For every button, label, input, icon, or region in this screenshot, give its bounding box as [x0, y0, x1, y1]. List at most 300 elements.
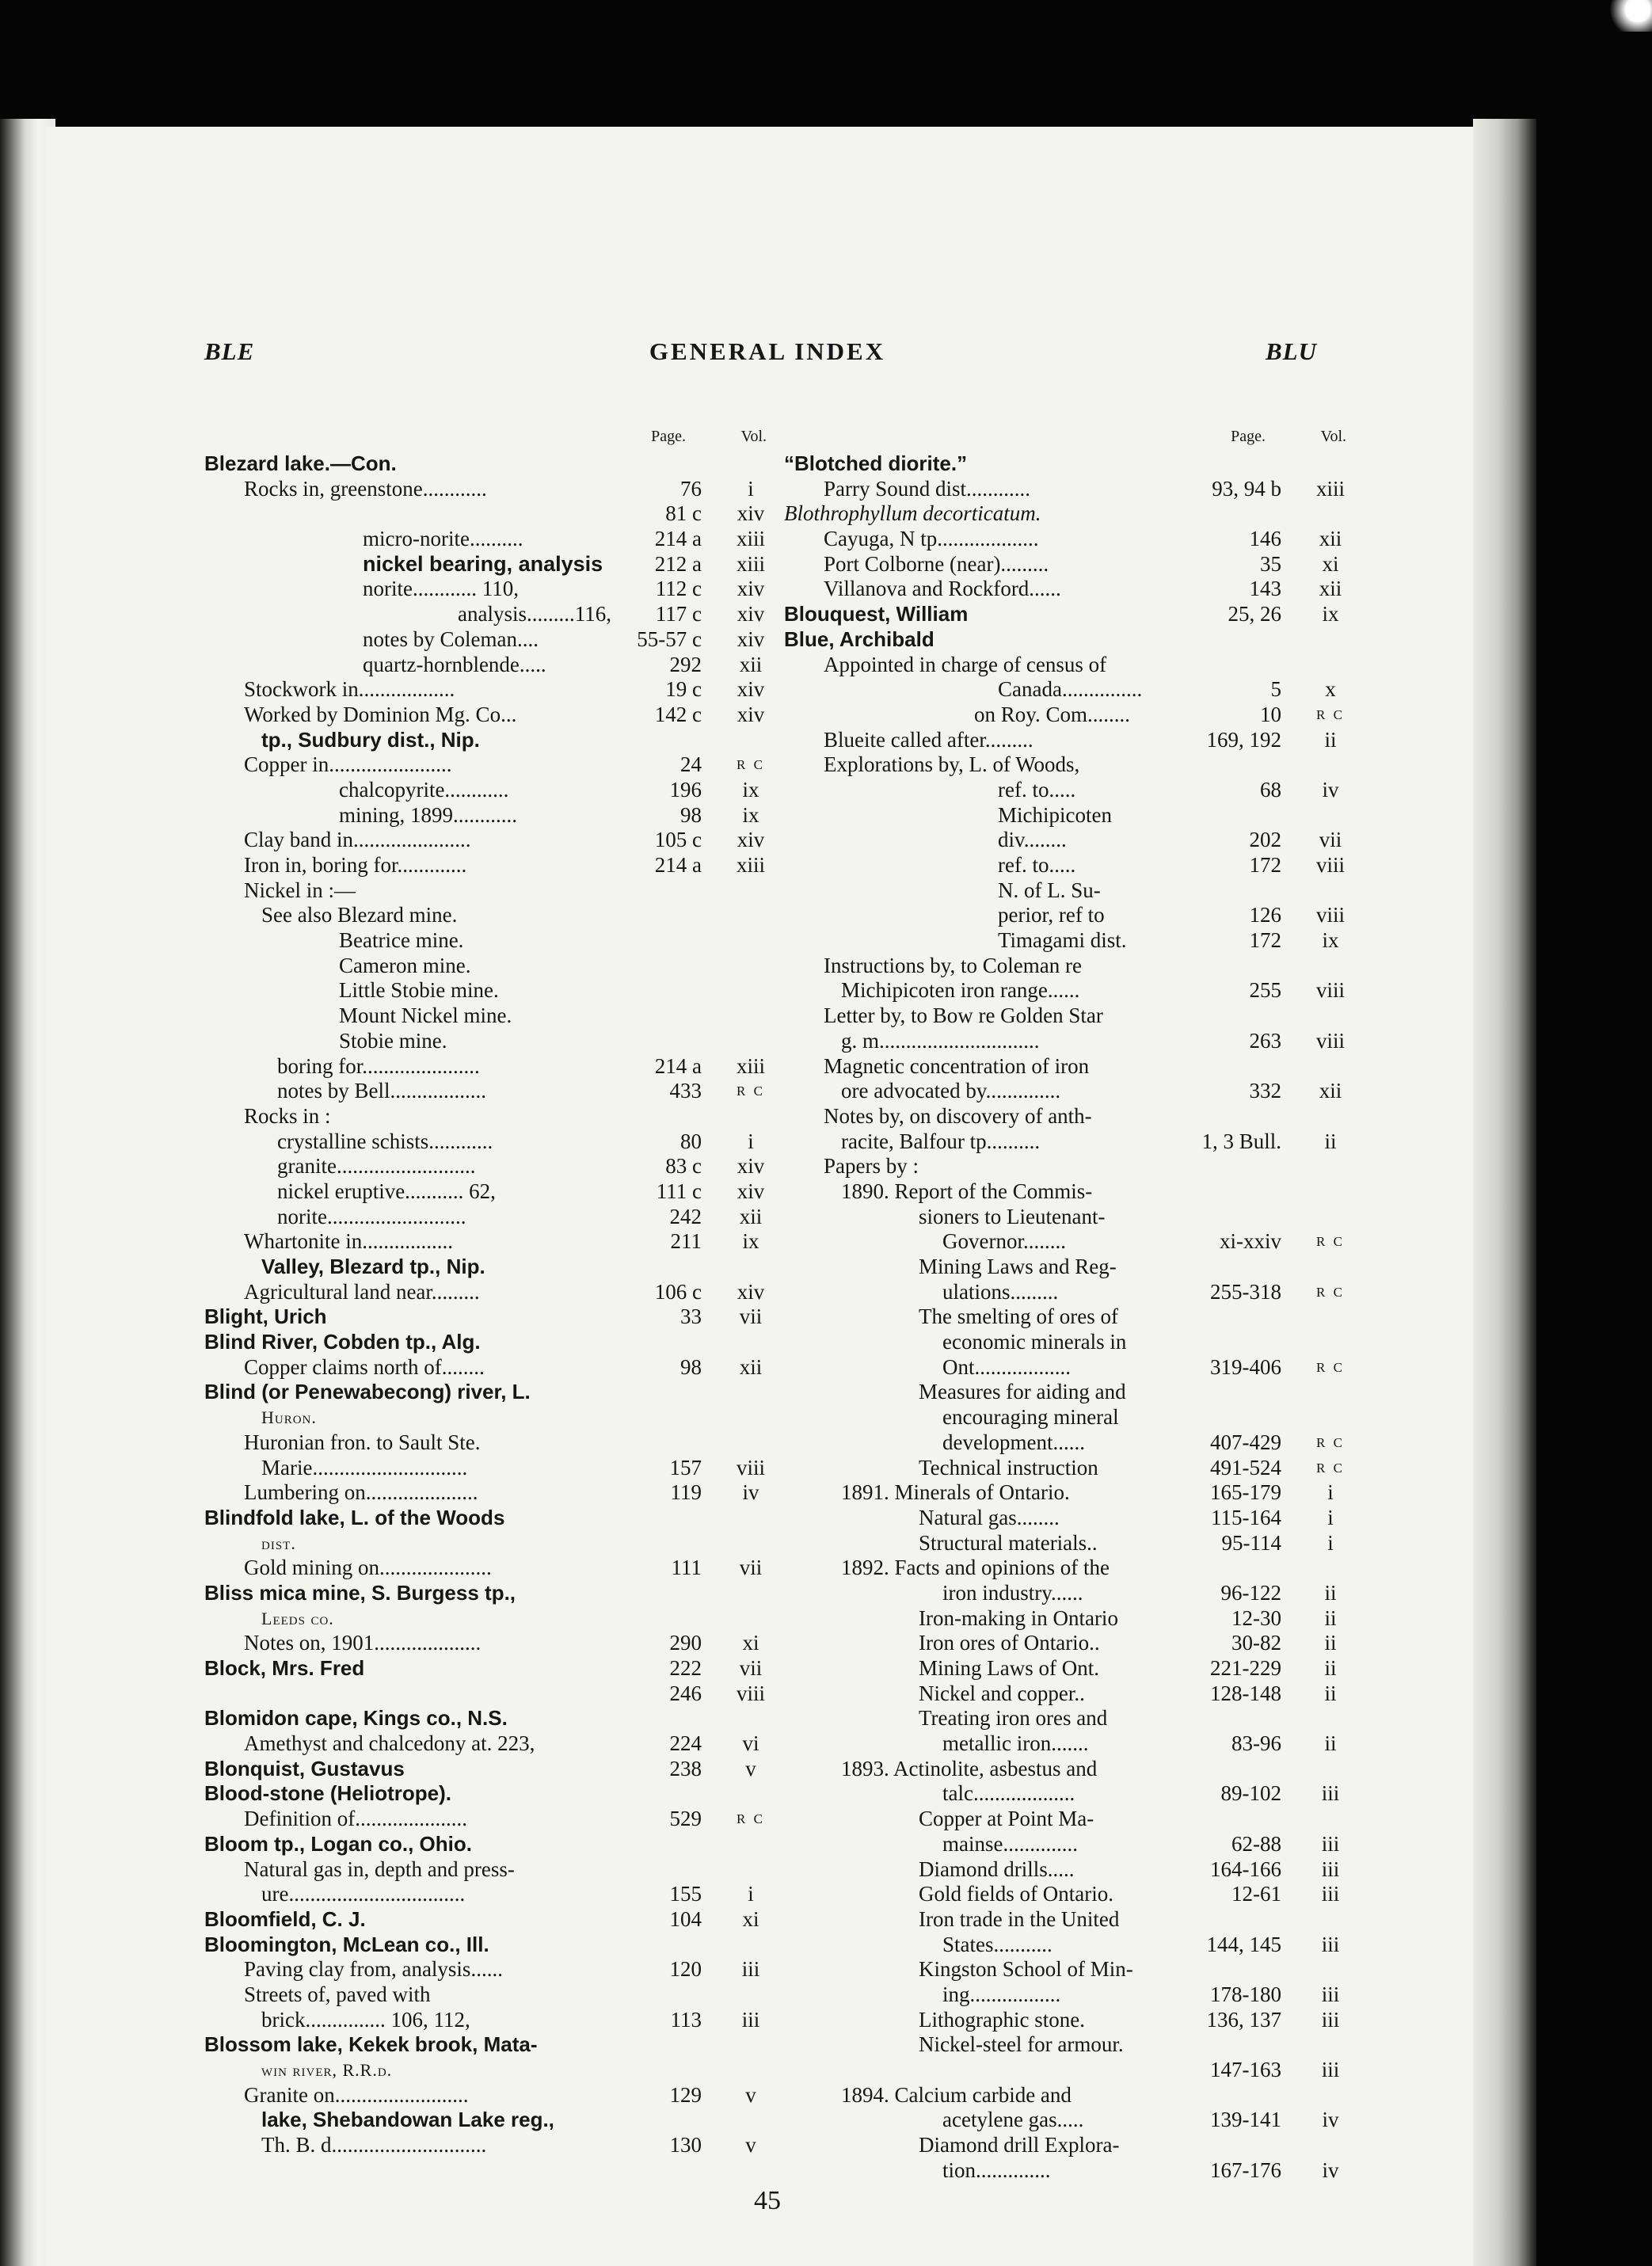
index-entry-row [204, 677, 775, 703]
entry-text: Port Colborne (near)......... [824, 551, 1049, 576]
entry-page-ref: 30-82 [1231, 1631, 1281, 1655]
index-entry-row [784, 928, 1354, 954]
index-entry-row [204, 878, 775, 904]
index-entry-row [784, 703, 1354, 728]
entry-text: div........ [998, 828, 1067, 852]
index-entry-row [204, 1731, 775, 1757]
index-entry-row [204, 1957, 775, 1982]
entry-text: Letter by, to Bow re Golden Star [824, 1004, 1103, 1028]
index-entry-row [204, 1355, 775, 1381]
entry-text: Blind River, Cobden tp., Alg. [204, 1330, 481, 1354]
entry-text: metallic iron....... [942, 1731, 1089, 1756]
index-entry-row [204, 1832, 775, 1857]
index-entry-row [784, 2008, 1354, 2033]
entry-volume: i [748, 1882, 754, 1906]
entry-volume: xii [1319, 1079, 1342, 1103]
index-entry-row [204, 1054, 775, 1080]
entry-text: Paving clay from, analysis...... [244, 1957, 503, 1982]
entry-text: notes by Coleman.... [363, 626, 539, 651]
entry-text: Nickel in :— [244, 878, 356, 902]
index-entry-row [204, 1907, 775, 1933]
entry-volume: iii [1321, 1932, 1340, 1956]
index-entry-row [784, 1154, 1354, 1179]
entry-page-ref: 242 [669, 1204, 702, 1228]
page-number: 45 [754, 2186, 781, 2215]
entry-text: Canada............... [998, 677, 1143, 702]
book-edge-right [1473, 119, 1536, 2266]
index-entry-row [784, 1205, 1354, 1230]
index-entry-row [204, 477, 775, 502]
entry-text: mainse.............. [942, 1831, 1078, 1856]
entry-volume: iii [1321, 1882, 1340, 1906]
entry-text: Stockwork in.................. [244, 677, 455, 702]
entry-text: norite.......................... [277, 1204, 466, 1228]
entry-text: Beatrice mine. [339, 928, 464, 953]
entry-volume: R C [1316, 706, 1345, 722]
entry-text: Amethyst and chalcedony at. 223, [244, 1731, 535, 1756]
entry-page-ref: 143 [1249, 577, 1281, 601]
entry-text: Michipicoten [998, 802, 1112, 827]
index-entry-row [784, 501, 1354, 527]
entry-volume: xiv [737, 1279, 765, 1304]
entry-page-ref: 196 [669, 777, 702, 802]
index-entry-row [204, 2058, 775, 2083]
running-head-left: BLE [204, 337, 255, 365]
entry-page-ref: 147-163 [1210, 2058, 1281, 2081]
entry-page-ref: 246 [669, 1681, 702, 1705]
entry-text: 1890. Report of the Commis- [841, 1179, 1093, 1203]
entry-page-ref: 96-122 [1220, 1580, 1281, 1605]
entry-page-ref: 214 a [654, 853, 702, 877]
entry-volume: R C [737, 1811, 765, 1827]
index-entry-row [204, 1857, 775, 1883]
entry-volume: iii [1321, 2007, 1340, 2032]
index-entry-row [204, 2008, 775, 2033]
entry-volume: viii [736, 1455, 765, 1480]
entry-text: Th. B. d............................. [261, 2133, 487, 2157]
index-entry-row [784, 1581, 1354, 1606]
entry-volume: xii [1319, 527, 1342, 551]
index-entry-row [784, 1229, 1354, 1255]
index-entry-row [204, 1681, 775, 1707]
entry-text: Definition of..................... [244, 1807, 467, 1831]
entry-text: 1894. Calcium carbide and [841, 2082, 1072, 2107]
index-entry-row [784, 1731, 1354, 1757]
entry-text: on Roy. Com........ [974, 702, 1131, 726]
entry-page-ref: 1, 3 Bull. [1201, 1129, 1281, 1153]
entry-text: Bloomfield, C. J. [204, 1906, 366, 1931]
entry-volume: iii [1321, 1831, 1340, 1856]
entry-page-ref: 111 [671, 1556, 702, 1580]
entry-volume: xiv [737, 1179, 765, 1203]
index-entry-row [784, 1982, 1354, 2008]
entry-text: dist. [261, 1533, 296, 1553]
index-entry-row [204, 1380, 775, 1405]
entry-text: tp., Sudbury dist., Nip. [261, 727, 480, 752]
entry-text: Huron. [261, 1407, 317, 1428]
entry-text: States........... [942, 1932, 1052, 1956]
index-entry-row [204, 627, 775, 653]
entry-text: Bloomington, McLean co., Ill. [204, 1932, 489, 1956]
entry-volume: xiv [737, 828, 765, 852]
index-entry-row [784, 1104, 1354, 1129]
index-entry-row [784, 2083, 1354, 2108]
index-entry-row [204, 1781, 775, 1807]
entry-page-ref: 112 c [655, 577, 702, 601]
entry-volume: iii [741, 1957, 760, 1982]
entry-text: 1892. Facts and opinions of the [841, 1556, 1110, 1580]
entry-text: Lithographic stone. [919, 2007, 1085, 2032]
entry-page-ref: 255-318 [1210, 1279, 1281, 1304]
entry-page-ref: 221-229 [1210, 1656, 1281, 1680]
index-entry-row [784, 1405, 1354, 1430]
entry-text: Rocks in : [244, 1103, 331, 1128]
index-entry-row [784, 1054, 1354, 1080]
index-entry-row [784, 1882, 1354, 1907]
entry-page-ref: 129 [669, 2082, 702, 2107]
entry-text: Rocks in, greenstone............ [244, 476, 487, 501]
entry-volume: i [1327, 1480, 1334, 1505]
index-entry-row [204, 1255, 775, 1280]
entry-volume: x [1325, 677, 1336, 702]
entry-page-ref: 214 a [654, 527, 702, 551]
entry-volume: vii [739, 1556, 763, 1580]
entry-page-ref: 106 c [654, 1279, 702, 1304]
entry-page-ref: 76 [680, 476, 702, 501]
entry-page-ref: 119 [670, 1480, 702, 1505]
entry-text: Granite on......................... [244, 2082, 469, 2107]
index-entry-row [204, 1229, 775, 1255]
entry-text: lake, Shebandowan Lake reg., [261, 2108, 554, 2132]
entry-page-ref: 98 [680, 802, 702, 827]
entry-text: g. m.............................. [841, 1028, 1040, 1053]
entry-page-ref: xi-xxiv [1220, 1229, 1281, 1254]
index-entry-row [204, 2108, 775, 2133]
entry-volume: xiii [736, 527, 765, 551]
entry-text: acetylene gas..... [942, 2108, 1084, 2132]
entry-text: tion.............. [942, 2157, 1051, 2182]
index-entry-row [204, 1706, 775, 1731]
entry-volume: ii [1324, 1605, 1337, 1630]
index-entry-row [784, 1706, 1354, 1731]
index-entry-row [784, 1029, 1354, 1054]
index-entry-row [204, 2032, 775, 2058]
entry-text: Structural materials.. [919, 1530, 1098, 1555]
entry-text: Blossom lake, Kekek brook, Mata- [204, 2032, 538, 2057]
index-entry-row [784, 477, 1354, 502]
index-entry-row [204, 577, 775, 602]
entry-volume: xiv [737, 702, 765, 726]
index-entry-row [784, 1781, 1354, 1807]
entry-text: racite, Balfour tp.......... [841, 1129, 1041, 1153]
index-entry-row [784, 1531, 1354, 1556]
entry-text: Nickel and copper.. [919, 1681, 1085, 1705]
entry-text: Iron ores of Ontario.. [919, 1631, 1100, 1655]
entry-page-ref: 155 [669, 1882, 702, 1906]
index-entry-row [204, 1531, 775, 1556]
index-entry-row [204, 828, 775, 853]
entry-page-ref: 263 [1249, 1028, 1281, 1053]
index-entry-row [204, 978, 775, 1004]
entry-page-ref: 35 [1260, 551, 1281, 576]
entry-page-ref: 142 c [654, 702, 702, 726]
index-entry-row [784, 653, 1354, 678]
entry-page-ref: 24 [680, 752, 702, 777]
entry-text: Notes on, 1901.................... [244, 1631, 482, 1655]
entry-volume: xiv [737, 677, 765, 702]
index-entry-row [204, 1456, 775, 1481]
entry-page-ref: 80 [680, 1129, 702, 1153]
entry-volume: iii [1321, 1857, 1340, 1881]
entry-volume: iv [1322, 777, 1339, 802]
entry-text: nickel bearing, analysis [363, 551, 603, 576]
index-entry-row [204, 527, 775, 552]
index-entries-left [204, 451, 775, 2158]
entry-page-ref: 332 [1249, 1079, 1281, 1103]
entry-text: win river, R.R.d. [261, 2060, 393, 2080]
entry-text: Iron-making in Ontario [919, 1605, 1118, 1630]
entry-text: Worked by Dominion Mg. Co... [244, 702, 517, 726]
entry-volume: ii [1324, 1656, 1337, 1680]
entry-text: Notes by, on discovery of anth- [824, 1103, 1092, 1128]
entry-text: Magnetic concentration of iron [824, 1053, 1090, 1078]
index-entry-row [784, 1807, 1354, 1832]
entry-text: Instructions by, to Coleman re [824, 953, 1082, 977]
index-entry-row [204, 1807, 775, 1832]
entry-text: Valley, Blezard tp., Nip. [261, 1255, 485, 1278]
index-entry-row [204, 803, 775, 828]
index-entry-row [784, 2108, 1354, 2133]
entry-page-ref: 55-57 c [637, 626, 702, 651]
index-entry-row [784, 1681, 1354, 1707]
entry-text: development...... [942, 1430, 1085, 1454]
entry-volume: ii [1324, 1129, 1337, 1153]
entry-volume: v [745, 1756, 756, 1780]
entry-text: Nickel-steel for armour. [919, 2032, 1124, 2057]
index-entry-row [204, 1154, 775, 1179]
entry-page-ref: 255 [1249, 978, 1281, 1003]
entry-volume: xiv [737, 577, 765, 601]
entry-page-ref: 222 [669, 1656, 702, 1680]
entry-page-ref: 10 [1260, 702, 1281, 726]
entry-text: Diamond drill Explora- [919, 2133, 1120, 2157]
entry-volume: xiv [737, 602, 765, 626]
index-entry-row [784, 2032, 1354, 2058]
entry-text: Cayuga, N tp................... [824, 527, 1039, 551]
entry-volume: i [748, 476, 754, 501]
entry-volume: vi [742, 1731, 759, 1756]
entry-text: Block, Mrs. Fred [204, 1656, 365, 1680]
index-entry-row [784, 903, 1354, 928]
entry-text: Mining Laws of Ont. [919, 1656, 1099, 1680]
index-entry-row [784, 602, 1354, 627]
index-entry-row [784, 1832, 1354, 1857]
index-entry-row [204, 1933, 775, 1958]
entry-text: Marie............................. [261, 1455, 468, 1480]
entry-text: Treating iron ores and [919, 1706, 1108, 1731]
index-entry-row [784, 752, 1354, 778]
entry-text: Stobie mine. [339, 1028, 447, 1053]
entry-volume: vii [1319, 828, 1342, 852]
scan-artifact [1604, 0, 1652, 32]
entry-text: Copper claims north of........ [244, 1354, 485, 1379]
index-entry-row [204, 1982, 775, 2008]
entry-volume: R C [1316, 1284, 1345, 1300]
index-entry-row [784, 1280, 1354, 1305]
index-entry-row [204, 1304, 775, 1330]
index-entry-row [784, 1079, 1354, 1104]
entry-volume: iii [1321, 1982, 1340, 2006]
index-entry-row [204, 1004, 775, 1029]
entry-text: See also Blezard mine. [261, 903, 458, 927]
index-entry-row [204, 1205, 775, 1230]
entry-page-ref: 136, 137 [1206, 2007, 1281, 2032]
index-page [46, 127, 1489, 2266]
entry-volume: R C [1316, 1460, 1345, 1476]
entry-volume: xiv [737, 626, 765, 651]
index-entry-row [204, 728, 775, 753]
entry-text: Blezard lake.—Con. [204, 451, 397, 475]
index-entry-row [204, 1757, 775, 1782]
entry-volume: xiii [736, 551, 765, 576]
index-entry-row [784, 1004, 1354, 1029]
index-entry-row [204, 1179, 775, 1205]
index-entry-row [784, 1857, 1354, 1883]
entry-page-ref: 491-524 [1210, 1455, 1281, 1480]
entry-volume: xiv [737, 501, 765, 526]
running-head-right: BLU [1266, 337, 1317, 365]
index-entry-row [204, 1656, 775, 1681]
entry-page-ref: 407-429 [1210, 1430, 1281, 1454]
running-head-title: GENERAL INDEX [649, 337, 886, 365]
entry-volume: iii [741, 2007, 760, 2032]
entry-volume: viii [736, 1681, 765, 1705]
entry-page-ref: 146 [1249, 527, 1281, 551]
entry-page-ref: 172 [1249, 928, 1281, 953]
index-column-right [784, 428, 1354, 2183]
entry-volume: iv [1322, 2157, 1339, 2182]
index-entry-row [204, 1606, 775, 1632]
page-column-label: Page. [651, 428, 686, 445]
entry-text: ulations......... [942, 1279, 1059, 1304]
entry-text: The smelting of ores of [919, 1304, 1118, 1329]
index-entry-row [784, 954, 1354, 979]
index-entry-row [784, 828, 1354, 853]
index-entry-row [784, 978, 1354, 1004]
entry-text: iron industry...... [942, 1580, 1083, 1605]
entry-page-ref: 319-406 [1210, 1354, 1281, 1379]
index-entry-row [204, 1556, 775, 1581]
entry-page-ref: 25, 26 [1228, 602, 1281, 626]
index-entry-row [784, 1179, 1354, 1205]
entry-text: Michipicoten iron range...... [841, 978, 1080, 1003]
entry-page-ref: 111 c [656, 1179, 702, 1203]
entry-volume: i [1327, 1530, 1334, 1555]
index-entry-row [204, 1079, 775, 1104]
index-entry-row [204, 1480, 775, 1506]
index-column-left [204, 428, 775, 2158]
index-entry-row [784, 1656, 1354, 1681]
index-entry-row [204, 501, 775, 527]
entry-page-ref: 117 c [655, 602, 702, 626]
entry-volume: R C [737, 757, 765, 773]
index-entry-row [784, 1129, 1354, 1155]
index-entry-row [784, 1255, 1354, 1280]
entry-text: Iron in, boring for............. [244, 853, 467, 877]
entry-volume: R C [1316, 1359, 1345, 1375]
entry-text: Blind (or Penewabecong) river, L. [204, 1380, 531, 1404]
entry-volume: R C [1316, 1234, 1345, 1250]
entry-volume: ii [1324, 1631, 1337, 1655]
index-entry-row [784, 1907, 1354, 1933]
entry-page-ref: 290 [669, 1631, 702, 1655]
entry-volume: xi [742, 1906, 759, 1931]
entry-text: micro-norite.......... [363, 527, 523, 551]
index-entry-row [204, 1405, 775, 1430]
entry-page-ref: 172 [1249, 853, 1281, 877]
entry-volume: vii [739, 1656, 763, 1680]
entry-text: mining, 1899............ [339, 802, 518, 827]
entry-text: Blothrophyllum decorticatum. [784, 501, 1041, 526]
index-entry-row [784, 527, 1354, 552]
index-entry-row [784, 627, 1354, 653]
entry-text: boring for...................... [277, 1053, 480, 1078]
entry-page-ref: 89-102 [1220, 1781, 1281, 1806]
entry-text: Blomidon cape, Kings co., N.S. [204, 1706, 508, 1731]
entry-page-ref: 167-176 [1210, 2157, 1281, 2182]
entry-text: norite............ 110, [363, 577, 519, 601]
index-entry-row [784, 2158, 1354, 2184]
entry-page-ref: 128-148 [1210, 1681, 1281, 1705]
entry-text: “Blotched diorite.” [784, 451, 968, 475]
index-entry-row [204, 1882, 775, 1907]
index-entry-row [784, 803, 1354, 828]
entry-volume: xii [739, 1354, 763, 1379]
vol-column-label: Vol. [740, 428, 767, 445]
index-entry-row [784, 1456, 1354, 1481]
entry-text: brick............... 106, 112, [261, 2007, 470, 2032]
entry-text: 1893. Actinolite, asbestus and [841, 1756, 1098, 1780]
entry-text: Gold mining on..................... [244, 1556, 492, 1580]
entry-volume: viii [1315, 853, 1345, 877]
entry-page-ref: 211 [670, 1229, 702, 1254]
entry-text: Gold fields of Ontario. [919, 1882, 1113, 1906]
index-entry-row [204, 903, 775, 928]
entry-page-ref: 169, 192 [1206, 727, 1281, 752]
entry-volume: ix [1322, 602, 1339, 626]
entry-page-ref: 98 [680, 1354, 702, 1379]
index-entry-row [204, 552, 775, 577]
entry-text: Huronian fron. to Sault Ste. [244, 1430, 481, 1454]
entry-volume: ix [742, 777, 759, 802]
entry-text: Iron trade in the United [919, 1906, 1120, 1931]
index-entry-row [784, 1506, 1354, 1531]
entry-text: economic minerals in [942, 1330, 1127, 1354]
index-entries-right [784, 451, 1354, 2183]
index-entry-row [204, 954, 775, 979]
entry-page-ref: 19 c [665, 677, 702, 702]
entry-volume: R C [1316, 1434, 1345, 1450]
entry-text: Leeds co. [261, 1608, 334, 1628]
entry-text: encouraging mineral [942, 1405, 1119, 1430]
entry-text: Timagami dist. [998, 928, 1127, 953]
index-entry-row [204, 2083, 775, 2108]
entry-volume: xii [739, 652, 763, 676]
entry-page-ref: 5 [1270, 677, 1281, 702]
entry-volume: ii [1324, 727, 1337, 752]
column-header-right [784, 428, 1354, 451]
entry-page-ref: 120 [669, 1957, 702, 1982]
